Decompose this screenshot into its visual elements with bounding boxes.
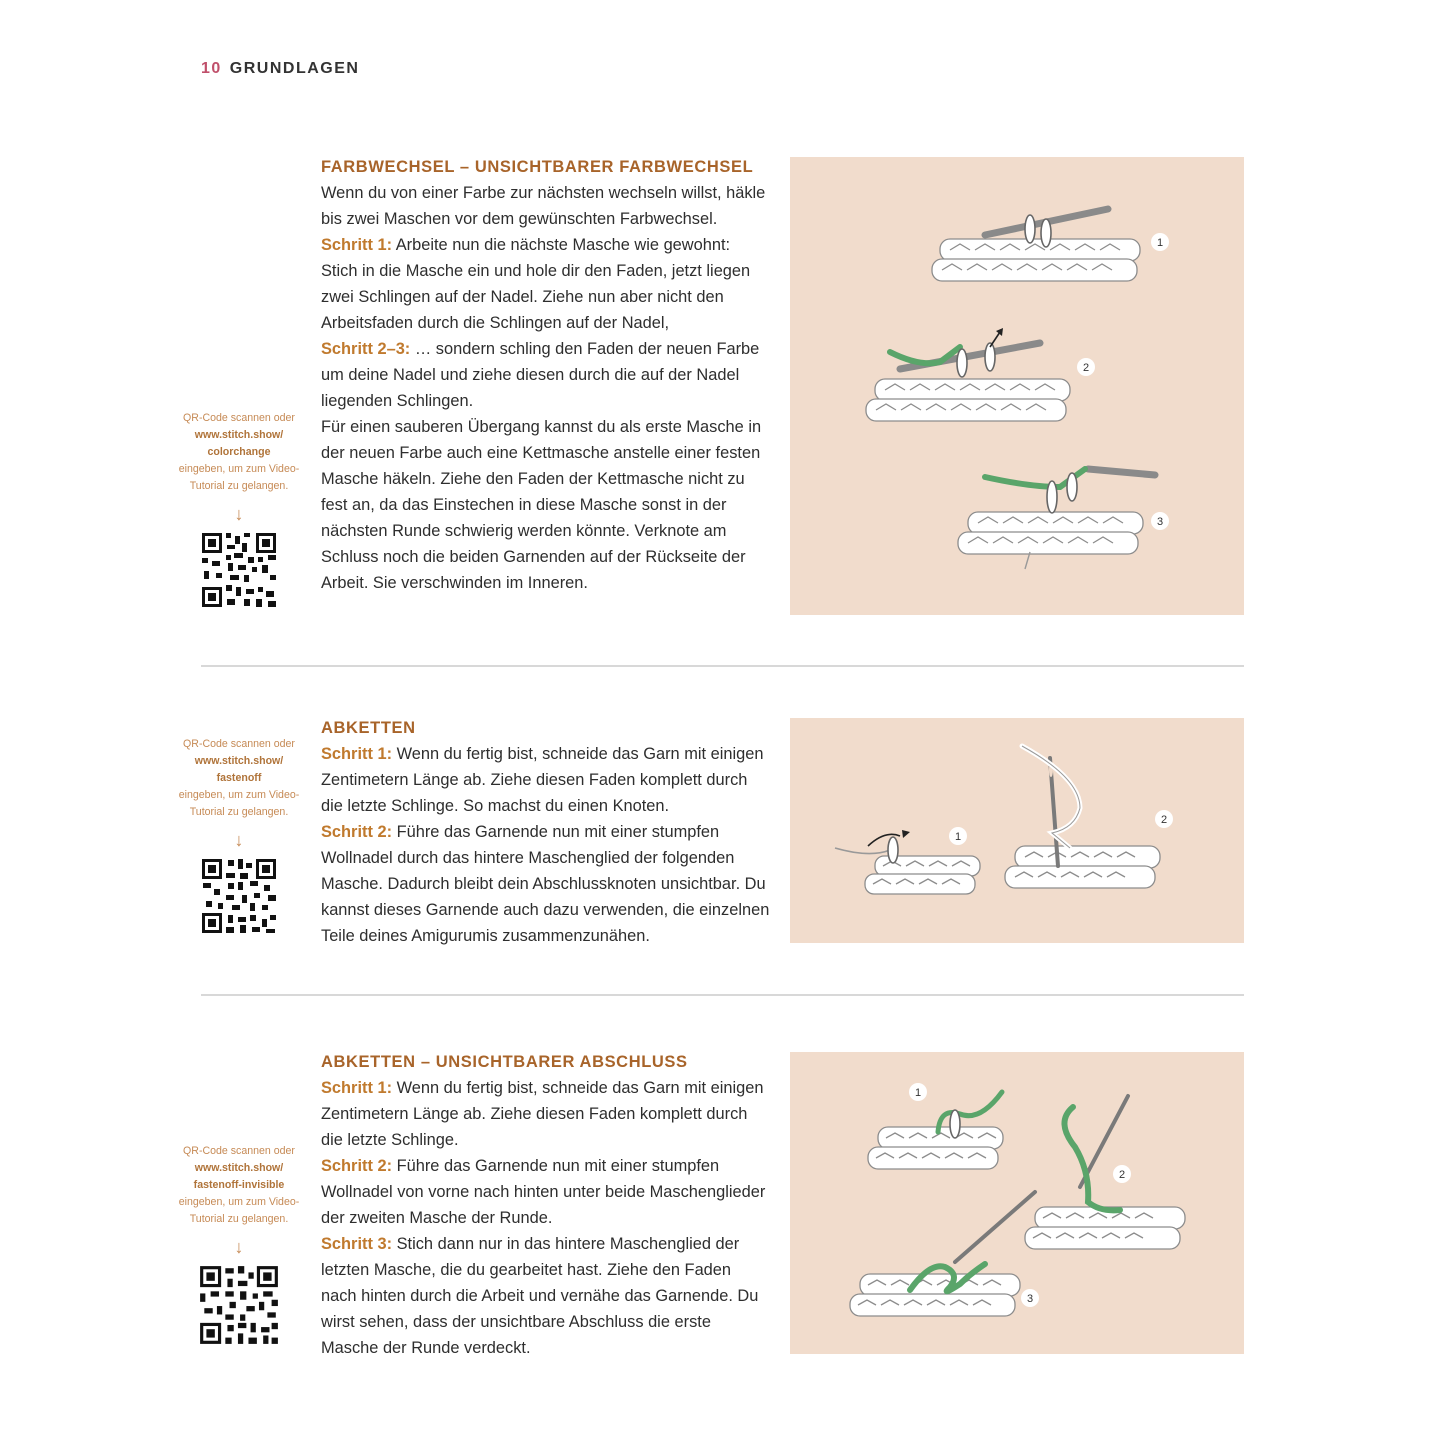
qr-code-icon[interactable] — [198, 1264, 280, 1346]
qr-note-post: eingeben, um zum Video-Tutorial zu gelangen. — [178, 789, 300, 818]
step-label: Schritt 2: — [321, 1157, 393, 1175]
illustration-panel — [790, 1052, 1244, 1354]
qr-note-pre: QR-Code scannen oder — [183, 1145, 295, 1157]
arrow-down-icon: ↓ — [234, 830, 244, 850]
figure-number: 2 — [1082, 362, 1090, 374]
stitch-row-fig2 — [1025, 1207, 1185, 1249]
step-paragraph — [321, 336, 771, 414]
section-text — [321, 715, 771, 949]
section-title: GRUNDLAGEN — [229, 60, 360, 77]
step-paragraph — [321, 819, 771, 949]
qr-note — [172, 1143, 306, 1346]
section-heading: FARBWECHSEL – UNSICHTBARER FARBWECHSEL — [321, 158, 754, 176]
intro-paragraph: Wenn du von einer Farbe zur nächsten wechseln willst, häkle bis zwei Maschen vor dem gewünschten Farbwechsel. — [321, 184, 766, 228]
step-text: Arbeite nun die nächste Masche wie gewohnt: Stich in die Masche ein und hole dir den Faden, jetzt liegen zwei Schlingen auf der Nadel. Ziehe nun aber nicht den Arbeitsfaden durch die Schlingen auf der Nadel, — [321, 236, 751, 332]
stitch-row-fig1 — [868, 1127, 1003, 1169]
step-text: … sondern schling den Faden der neuen Farbe um deine Nadel und ziehe diesen durch die auf der Nadel liegenden Schlingen. — [321, 340, 760, 410]
qr-note-pre: QR-Code scannen oder — [183, 412, 295, 424]
step-paragraph — [321, 232, 771, 336]
step-label: Schritt 2–3: — [321, 340, 411, 358]
step-paragraph — [321, 741, 771, 819]
section-divider — [201, 665, 1244, 667]
qr-code-icon[interactable] — [200, 531, 278, 609]
section-heading: ABKETTEN — [321, 719, 416, 737]
qr-code-icon[interactable] — [200, 857, 278, 935]
illustration-panel — [790, 157, 1244, 615]
qr-note-url-path[interactable]: colorchange — [207, 446, 271, 458]
figure-number: 1 — [954, 831, 962, 843]
illustration-panel — [790, 718, 1244, 943]
stitch-row-fig2 — [1005, 846, 1160, 888]
invisible-fasten-off-illustration — [790, 1052, 1244, 1354]
color-change-illustration — [790, 157, 1244, 615]
qr-note-post: eingeben, um zum Video-Tutorial zu gelangen. — [178, 1196, 300, 1225]
arrow-down-icon: ↓ — [234, 504, 244, 524]
step-text: Führe das Garnende nun mit einer stumpfen Wollnadel durch das hintere Maschenglied der folgenden Masche. Dadurch bleibt dein Abschlussknoten unsichtbar. Du kannst dieses Garnende auch dazu verwenden, die einzelnen Teile deines Amigurumis zusammenzunähen. — [321, 823, 770, 945]
step-label: Schritt 2: — [321, 823, 393, 841]
step-label: Schritt 3: — [321, 1235, 393, 1253]
step-label: Schritt 1: — [321, 745, 393, 763]
figure-number: 1 — [1156, 237, 1164, 249]
qr-note-url[interactable]: www.stitch.show/ — [194, 1162, 284, 1174]
figure-number: 3 — [1026, 1293, 1034, 1305]
stitch-row-fig1 — [865, 856, 980, 894]
section-heading: ABKETTEN – UNSICHTBARER ABSCHLUSS — [321, 1053, 688, 1071]
needle-fig2 — [1064, 1096, 1128, 1210]
step-paragraph — [321, 1075, 771, 1153]
stitch-row-fig1 — [932, 239, 1140, 281]
qr-note-pre: QR-Code scannen oder — [183, 738, 295, 750]
arrow-down-icon: ↓ — [234, 1237, 244, 1257]
step-text: Wenn du fertig bist, schneide das Garn mit einigen Zentimetern Länge ab. Ziehe diesen Faden komplett durch die letzte Schlinge. So machst du einen Knoten. — [321, 745, 764, 815]
section-divider — [201, 994, 1244, 996]
qr-note — [172, 410, 306, 609]
qr-note — [172, 736, 306, 935]
qr-note-url-path[interactable]: fastenoff-invisible — [193, 1179, 285, 1191]
step-text: Wenn du fertig bist, schneide das Garn mit einigen Zentimetern Länge ab. Ziehe diesen Faden komplett durch die letzte Schlinge. — [321, 1079, 764, 1149]
outro-paragraph: Für einen sauberen Übergang kannst du als erste Masche in der neuen Farbe auch eine Kettmasche anstelle einer festen Masche häkeln. Ziehe den Faden der Kettmasche nicht zu fest an, da das Einstechen in diese Masche sonst in der nächsten Runde schwierig werden könnte. Verknote am Schluss noch die beiden Garnenden auf der Rückseite der Arbeit. Sie verschwinden im Inneren. — [321, 418, 762, 592]
hook-fig2 — [890, 328, 1040, 377]
step-paragraph — [321, 1153, 771, 1231]
step-text: Führe das Garnende nun mit einer stumpfen Wollnadel von vorne nach hinten unter beide Maschenglieder der zweiten Masche der Runde. — [321, 1157, 766, 1227]
stitch-row-fig2 — [866, 379, 1070, 421]
qr-note-url-path[interactable]: fastenoff — [216, 772, 262, 784]
step-text: Stich dann nur in das hintere Maschenglied der letzten Masche, die du gearbeitet hast. Ziehe den Faden nach hinten durch die Arbeit und vernähe das Garnende. Du wirst sehen, dass der unsichtbare Abschluss die erste Masche der Runde verdeckt. — [321, 1235, 759, 1357]
running-head — [201, 60, 359, 78]
page-number: 10 — [201, 60, 222, 77]
step-label: Schritt 1: — [321, 1079, 393, 1097]
figure-number: 3 — [1156, 516, 1164, 528]
figure-number: 2 — [1118, 1169, 1126, 1181]
section-text — [321, 1049, 771, 1361]
step-label: Schritt 1: — [321, 236, 393, 254]
stitch-row-fig3 — [958, 512, 1143, 554]
step-paragraph — [321, 1231, 771, 1361]
figure-number: 2 — [1160, 814, 1168, 826]
qr-note-url[interactable]: www.stitch.show/ — [194, 429, 284, 441]
stitch-row-fig3 — [850, 1274, 1020, 1316]
qr-note-url[interactable]: www.stitch.show/ — [194, 755, 284, 767]
qr-note-post: eingeben, um zum Video-Tutorial zu gelangen. — [178, 463, 300, 492]
fasten-off-illustration — [790, 718, 1244, 943]
section-text — [321, 154, 771, 596]
figure-number: 1 — [914, 1087, 922, 1099]
